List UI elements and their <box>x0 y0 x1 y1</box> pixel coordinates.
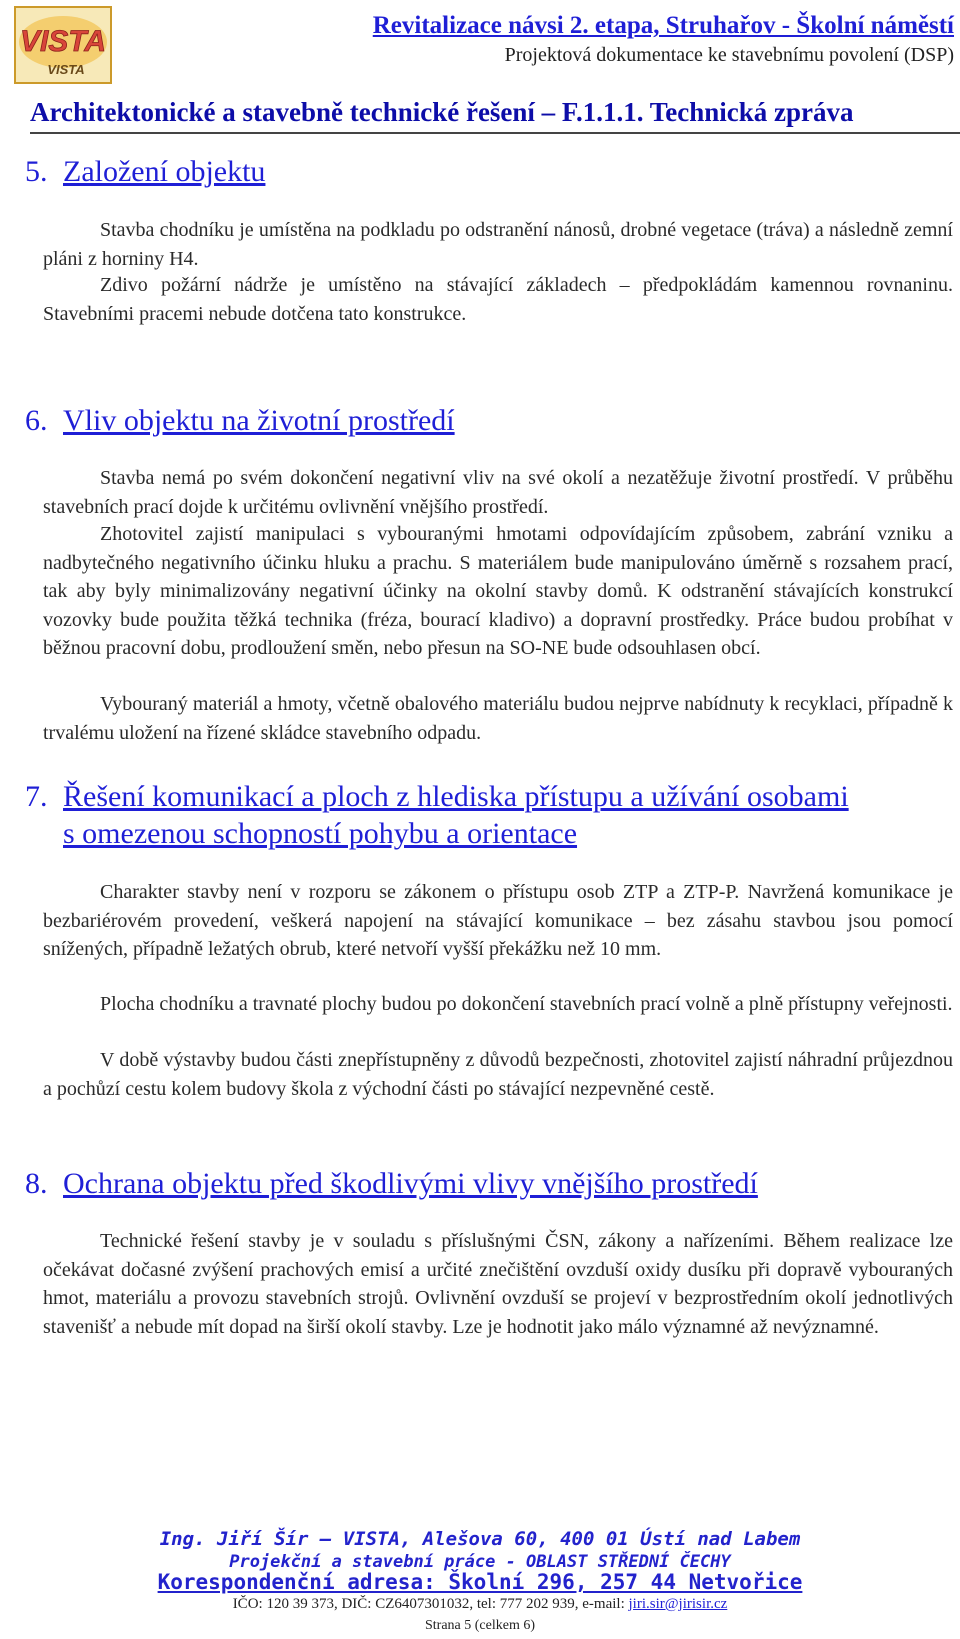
email-link[interactable]: jiri.sir@jirisir.cz <box>628 1596 728 1612</box>
paragraph: Charakter stavby není v rozporu se zákonem o přístupu osob ZTP a ZTP-P. Navržená komunikace je bezbariérovém provedení, veškerá napojení na stávající komunikace – bez zásahu stavbou jsou pomocí snížených, případně ležatých obrub, které netvoří vyšší překážku než 10 mm. <box>43 881 953 961</box>
paragraph: Plocha chodníku a travnaté plochy budou po dokončení stavebních prací volně a plně přístupny veřejnosti. <box>100 993 953 1015</box>
section-title: Řešení komunikací a ploch z hlediska přístupu a užívání osobami <box>63 780 849 813</box>
footer-company-line: Ing. Jiří Šír – VISTA, Alešova 60, 400 01 Ústí nad Labem <box>159 1528 801 1550</box>
document-section-title: Architektonické a stavebně technické řešení – F.1.1.1. Technická zpráva <box>30 97 854 127</box>
paragraph: Stavba nemá po svém dokončení negativní vliv na své okolí a nezatěžuje životní prostředí. V průběhu stavebních prací dojde k určitému ovlivnění vnějšího prostředí. <box>43 467 953 518</box>
section-title: Založení objektu <box>63 155 266 188</box>
project-title: Revitalizace návsi 2. etapa, Struhařov - Školní náměstí <box>372 12 954 39</box>
svg-text:VISTA: VISTA <box>19 25 107 58</box>
section-title-continued: s omezenou schopností pohybu a orientace <box>63 817 578 850</box>
section-heading-5 <box>25 153 265 191</box>
section-number: 5. <box>25 155 48 188</box>
section-heading-6 <box>25 402 455 440</box>
paragraph: Zhotovitel zajistí manipulaci s vybouranými hmotami odpovídajícím způsobem, zabrání vzniku a nadbytečného negativního účinku hluku a prachu. S materiálem bude manipulováno úměrně s rozsahem prací, tak aby byly minimalizovány negativní účinky na okolní stavby domů. K odstranění stávajících konstrukcí vozovky bude použita těžká technika (fréza, bourací kladivo) a dopravní prostředky. Práce budou probíhat v běžnou pracovní dobu, prodloužení směn, nebo přesun na SO-NE bude odsouhlasen obcí. <box>43 523 953 660</box>
svg-text:VISTA: VISTA <box>47 62 85 77</box>
paragraph: Vybouraný materiál a hmoty, včetně obalového materiálu budou nejprve nabídnuty k recyklaci, případně k trvalému uložení na řízené skládce stavebního odpadu. <box>43 693 953 744</box>
footer-services-line: Projekční a stavební práce - OBLAST STŘEDNÍ ČECHY <box>229 1552 731 1572</box>
paragraph: V době výstavby budou části znepřístupněny z důvodů bezpečnosti, zhotovitel zajistí náhradní průjezdnou a pochůzí cestu kolem budovy škola z východní části po stávající nezpevněné cestě. <box>43 1049 953 1100</box>
footer-contact-text: IČO: 120 39 373, DIČ: CZ6407301032, tel: 777 202 939, e-mail: <box>232 1596 629 1612</box>
section-title: Vliv objektu na životní prostředí <box>63 404 455 437</box>
paragraph: Technické řešení stavby je v souladu s příslušnými ČSN, zákony a nařízeními. Během realizace lze očekávat dočasné zvýšení prachových emisí a určité znečištění ovzduší oxidy dusíku při dopravě vybouraných hmot, materiálu a provozu stavebních strojů. Ovlivnění ovzduší se projeví v bezprostředním okolí jednotlivých stavenišť a nebude mít dopad na širší okolí stavby. Lze je hodnotit jako málo významné až nevýznamné. <box>43 1230 953 1338</box>
section-number: 8. <box>25 1167 48 1200</box>
section-heading-7 <box>25 778 849 816</box>
section-number: 6. <box>25 404 48 437</box>
footer-contact-line <box>0 1596 960 1613</box>
section-title: Ochrana objektu před škodlivými vlivy vnějšího prostředí <box>63 1167 758 1200</box>
section-heading-8 <box>25 1165 758 1203</box>
footer-address-line: Korespondenční adresa: Školní 296, 257 44 Netvořice <box>157 1570 803 1594</box>
section-number: 7. <box>25 780 48 813</box>
header-divider <box>30 132 960 134</box>
paragraph: Zdivo požární nádrže je umístěno na stávající základech – předpokládám kamennou rovnaninu. Stavebními pracemi nebude dotčena tato konstrukce. <box>43 274 953 325</box>
page-number: Strana 5 (celkem 6) <box>424 1618 535 1633</box>
project-subtitle: Projektová dokumentace ke stavebnímu povolení (DSP) <box>504 44 954 66</box>
company-logo <box>14 6 112 84</box>
paragraph: Stavba chodníku je umístěna na podkladu po odstranění nánosů, drobné vegetace (tráva) a následně zemní pláni z horniny H4. <box>43 219 953 270</box>
